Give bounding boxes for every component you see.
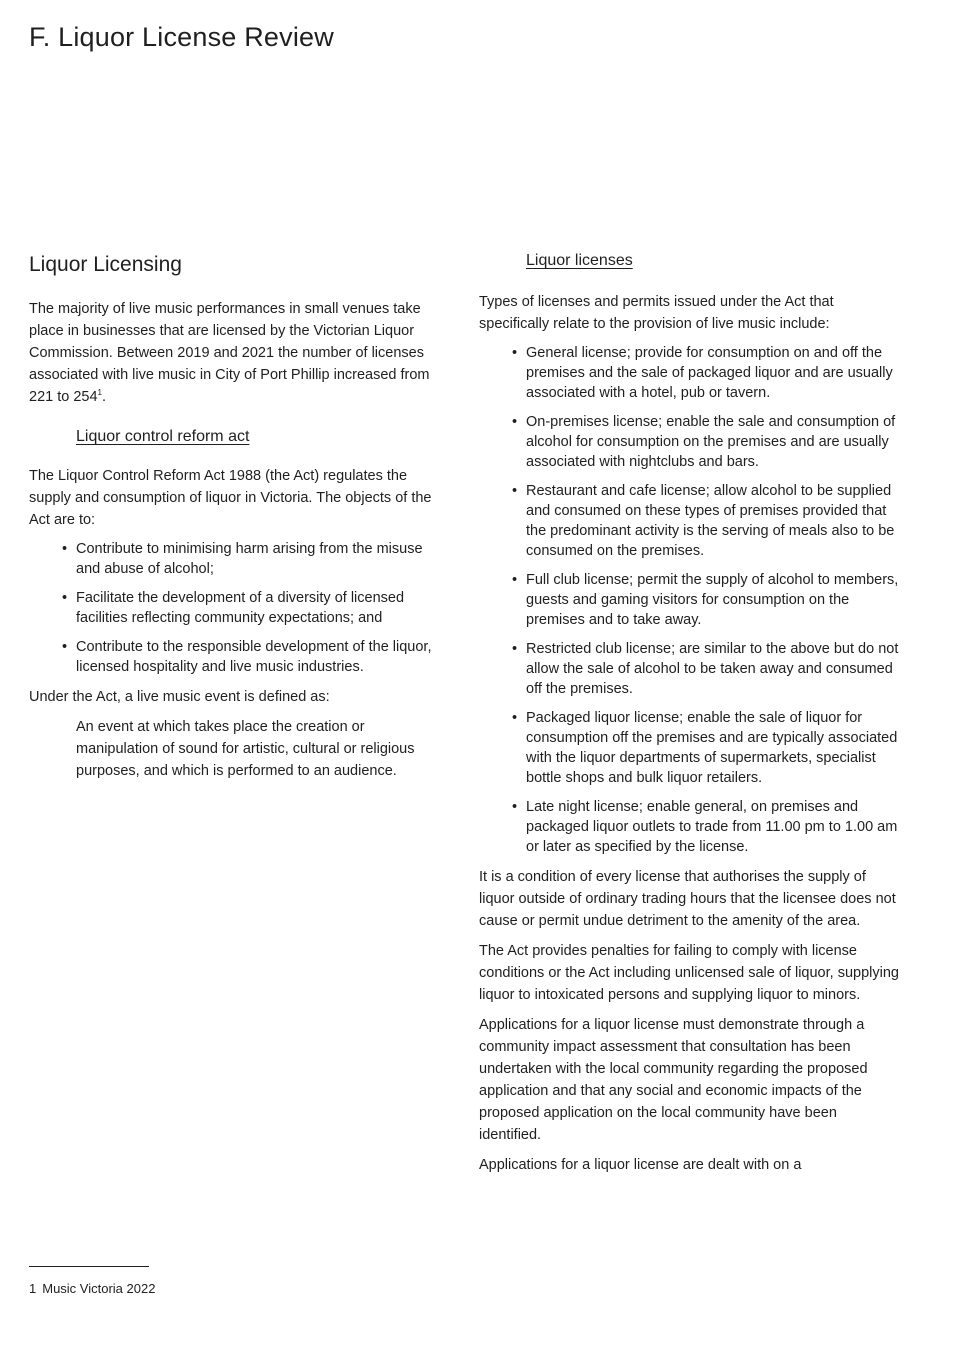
footnote xyxy=(29,1280,155,1298)
section-heading-liquor-licensing: Liquor Licensing xyxy=(29,253,182,276)
list-item-text: Full club license; permit the supply of alcohol to members, guests and gaming visitors for consumption on the premises and to take away. xyxy=(526,572,899,628)
intro-end: . xyxy=(102,389,107,405)
act-paragraph: The Liquor Control Reform Act 1988 (the Act) regulates the supply and consumption of liquor in Victoria. The objects of the Act are to: xyxy=(29,468,432,528)
footnote-divider xyxy=(29,1266,149,1267)
list-item xyxy=(479,481,899,561)
subheading-liquor-licenses: Liquor licenses xyxy=(526,252,633,269)
list-item xyxy=(479,708,899,788)
list-item xyxy=(29,588,449,628)
list-item-text: Restricted club license; are similar to the above but do not allow the sale of alcohol to be taken away and consumed off the premises. xyxy=(526,641,899,697)
right-column xyxy=(479,250,899,1184)
bullet-icon: • xyxy=(62,639,68,655)
bullet-icon: • xyxy=(512,414,518,430)
list-item xyxy=(479,570,899,630)
definition-quote: An event at which takes place the creation or manipulation of sound for artistic, cultural or religious purposes, and which is performed to an audience. xyxy=(76,719,415,779)
bullet-icon: • xyxy=(62,541,68,557)
bullet-icon: • xyxy=(62,590,68,606)
list-item xyxy=(479,797,899,857)
subheading-liquor-control-reform-act: Liquor control reform act xyxy=(76,428,250,445)
bullet-icon: • xyxy=(512,483,518,499)
list-item-text: On-premises license; enable the sale and consumption of alcohol for consumption on the premises and are usually associated with nightclubs and bars. xyxy=(526,414,896,470)
list-item xyxy=(29,637,449,677)
list-item xyxy=(29,539,449,579)
footnote-number: 1 xyxy=(29,1281,37,1296)
body-paragraph: Applications for a liquor license must demonstrate through a community impact assessment that consultation has been undertaken with the local community regarding the proposed application and that any social and economic impacts of the proposed application on the local community have been identified. xyxy=(479,1017,868,1143)
definition-lead: Under the Act, a live music event is defined as: xyxy=(29,689,330,705)
body-paragraph: Applications for a liquor license are dealt with on a xyxy=(479,1157,802,1173)
footnote-reference[interactable]: 1 xyxy=(97,388,102,398)
bullet-icon: • xyxy=(512,345,518,361)
footnote-text: Music Victoria 2022 xyxy=(42,1281,156,1296)
list-item-text: Contribute to minimising harm arising from the misuse and abuse of alcohol; xyxy=(76,541,423,577)
intro-paragraph xyxy=(29,298,449,408)
list-item-text: Late night license; enable general, on premises and packaged liquor outlets to trade from 11.00 pm to 1.00 am or later as specified by the license. xyxy=(526,799,898,855)
objects-list xyxy=(29,539,449,677)
license-types-lead: Types of licenses and permits issued under the Act that specifically relate to the provision of live music include: xyxy=(479,294,834,332)
list-item-text: Restaurant and cafe license; allow alcohol to be supplied and consumed on these types of premises provided that the predominant activity is the serving of meals also to be consumed on the premises. xyxy=(526,483,895,559)
intro-text: The majority of live music performances in small venues take place in businesses that are licensed by the Victorian Liquor Commission. Between 2019 and 2021 the number of licenses associated with live music in City of Port Phillip increased from 221 to 254 xyxy=(29,301,430,405)
list-item xyxy=(479,343,899,403)
bullet-icon: • xyxy=(512,799,518,815)
list-item xyxy=(479,639,899,699)
list-item-text: General license; provide for consumption on and off the premises and the sale of packaged liquor and are usually associated with a hotel, pub or tavern. xyxy=(526,345,893,401)
bullet-icon: • xyxy=(512,572,518,588)
page-title: F. Liquor License Review xyxy=(29,22,334,52)
body-paragraph: It is a condition of every license that authorises the supply of liquor outside of ordinary trading hours that the licensee does not cause or permit undue detriment to the amenity of the area. xyxy=(479,869,896,929)
list-item xyxy=(479,412,899,472)
body-paragraph: The Act provides penalties for failing to comply with license conditions or the Act including unlicensed sale of liquor, supplying liquor to intoxicated persons and supplying liquor to minors. xyxy=(479,943,899,1003)
list-item-text: Packaged liquor license; enable the sale of liquor for consumption off the premises and are typically associated with the liquor departments of supermarkets, specialist bottle shops and bulk liquor retailers. xyxy=(526,710,898,786)
list-item-text: Facilitate the development of a diversity of licensed facilities reflecting community expectations; and xyxy=(76,590,405,626)
license-types-list xyxy=(479,343,899,857)
list-item-text: Contribute to the responsible development of the liquor, licensed hospitality and live music industries. xyxy=(76,639,432,675)
left-column xyxy=(29,250,449,782)
bullet-icon: • xyxy=(512,641,518,657)
bullet-icon: • xyxy=(512,710,518,726)
